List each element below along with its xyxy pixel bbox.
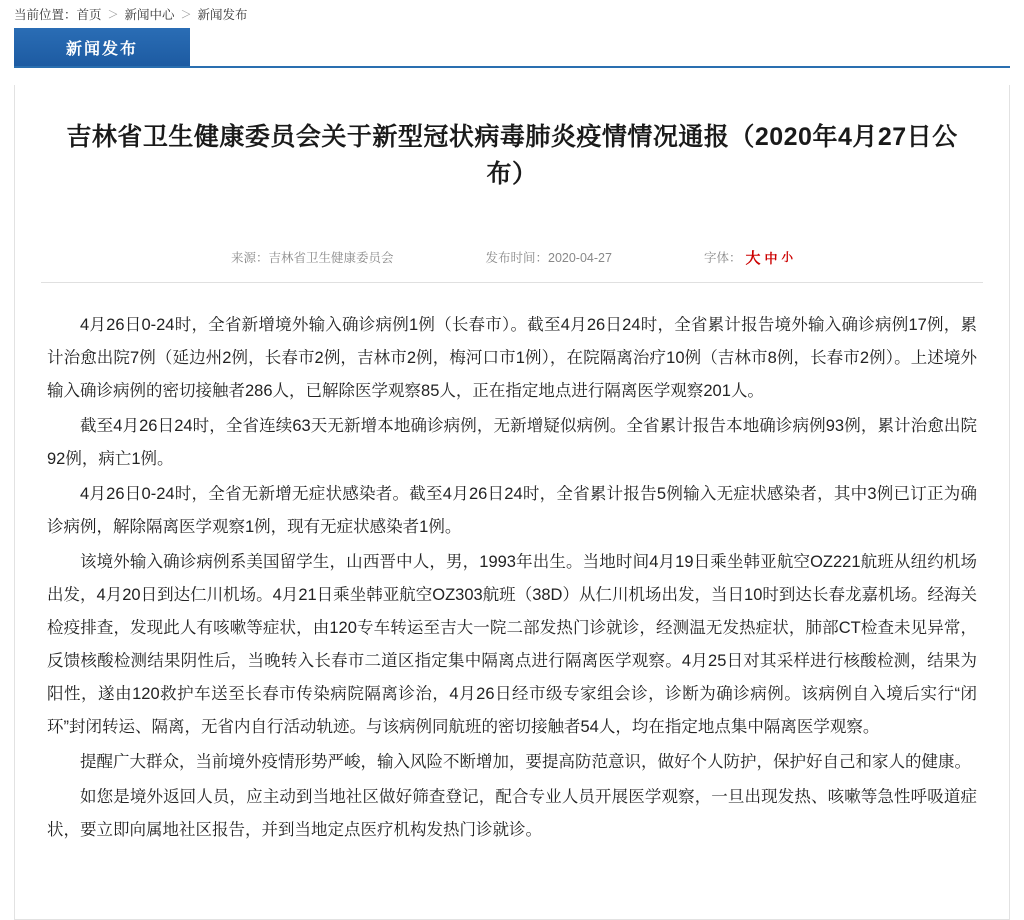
font-size-small-button[interactable]: 小 bbox=[781, 252, 793, 264]
breadcrumb-item-news-center[interactable]: 新闻中心 bbox=[124, 8, 175, 22]
article-paragraph: 4月26日0-24时，全省新增境外输入确诊病例1例（长春市）。截至4月26日24时，全省累计报告境外输入确诊病例17例，累计治愈出院7例（延边州2例，长春市2例，吉林市2例，梅河口市1例），在院隔离治疗10例（吉林市8例，长春市2例）。上述境外输入确诊病例的密切接触者286人，已解除医学观察85人，正在指定地点进行隔离医学观察201人。 bbox=[47, 315, 977, 400]
breadcrumb-separator-icon: ＞ bbox=[180, 9, 192, 21]
article-paragraph: 如您是境外返回人员，应主动到当地社区做好筛查登记，配合专业人员开展医学观察，一旦出现发热、咳嗽等急性呼吸道症状，要立即向属地社区报告，并到当地定点医疗机构发热门诊就诊。 bbox=[47, 787, 977, 839]
article-publish-time: 发布时间：2020-04-27 bbox=[485, 251, 612, 265]
breadcrumb-separator-icon: ＞ bbox=[107, 9, 119, 21]
article-paragraph: 该境外输入确诊病例系美国留学生，山西晋中人，男，1993年出生。当地时间4月19日乘坐韩亚航空OZ221航班从纽约机场出发，4月20日到达仁川机场。4月21日乘坐韩亚航空OZ303航班（38D）从仁川机场出发，当日10时到达长春龙嘉机场。经海关检疫排查，发现此人有咳嗽等症状，由120专车转运至吉大一院二部发热门诊就诊，经测温无发热症状，肺部CT检查未见异常，反馈核酸检测结果阴性后，当晚转入长春市二道区指定集中隔离点进行隔离医学观察。4月25日对其采样进行核酸检测，结果为阳性，遂由120救护车送至长春市传染病院隔离诊治，4月26日经市级专家组会诊，诊断为确诊病例。该病例自入境后实行“闭环”封闭转运、隔离，无省内自行活动轨迹。与该病例同航班的密切接触者54人，均在指定地点集中隔离医学观察。 bbox=[47, 552, 977, 736]
article-meta bbox=[41, 211, 983, 282]
section-tab-news-release[interactable]: 新闻发布 bbox=[14, 28, 190, 66]
page-title: 吉林省卫生健康委员会关于新型冠状病毒肺炎疫情情况通报（2020年4月27日公布） bbox=[66, 122, 958, 189]
font-size-control bbox=[704, 247, 793, 268]
article-source: 来源：吉林省卫生健康委员会 bbox=[230, 251, 394, 265]
article-paragraph: 4月26日0-24时，全省无新增无症状感染者。截至4月26日24时，全省累计报告5例输入无症状感染者，其中3例已订正为确诊病例，解除隔离医学观察1例，现有无症状感染者1例。 bbox=[47, 484, 977, 536]
article-paragraph: 提醒广大群众，当前境外疫情形势严峻，输入风险不断增加，要提高防范意识，做好个人防护，保护好自己和家人的健康。 bbox=[80, 752, 971, 771]
breadcrumb bbox=[0, 0, 1024, 28]
font-size-medium-button[interactable]: 中 bbox=[764, 250, 778, 266]
article-paragraph: 截至4月26日24时，全省连续63天无新增本地确诊病例，无新增疑似病例。全省累计报告本地确诊病例93例，累计治愈出院92例，病亡1例。 bbox=[47, 416, 977, 468]
article-body bbox=[41, 283, 983, 879]
breadcrumb-item-home[interactable]: 首页 bbox=[76, 8, 102, 22]
article-container bbox=[14, 85, 1010, 920]
breadcrumb-item-news-release[interactable]: 新闻发布 bbox=[197, 8, 248, 22]
font-size-label: 字体： bbox=[703, 251, 742, 265]
section-header-bar bbox=[14, 28, 1010, 68]
font-size-large-button[interactable]: 大 bbox=[745, 249, 761, 267]
breadcrumb-prefix: 当前位置： bbox=[14, 8, 77, 22]
